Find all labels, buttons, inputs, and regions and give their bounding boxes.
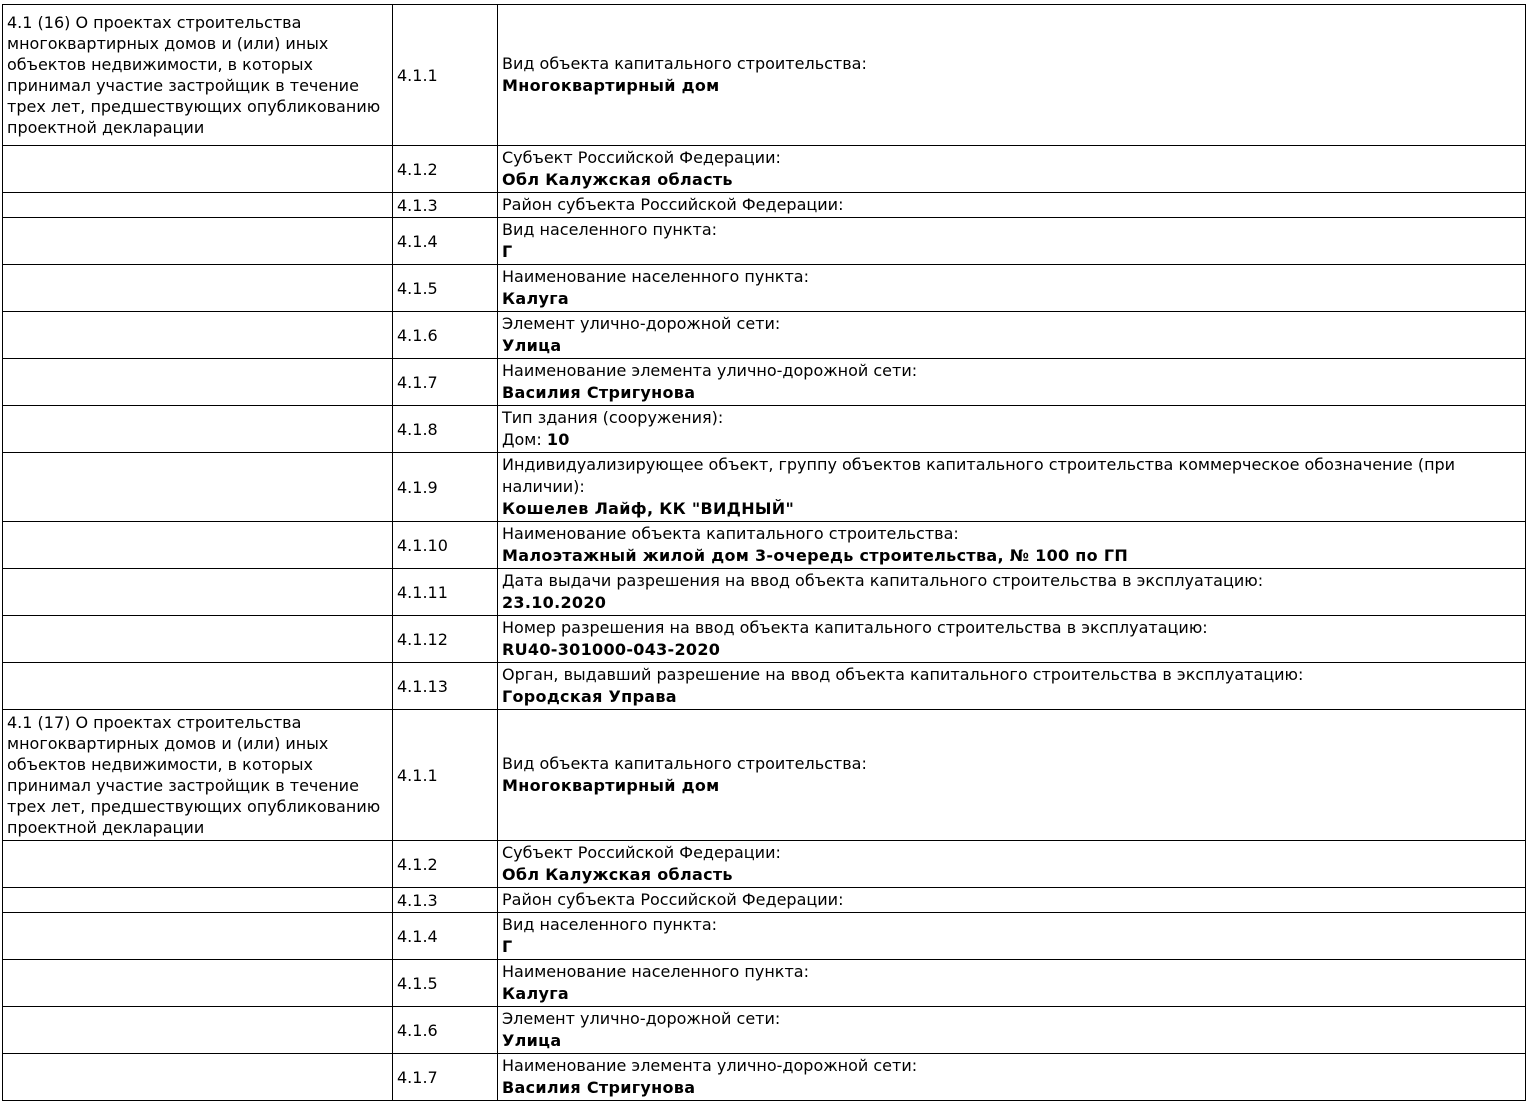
table-row bbox=[3, 841, 1526, 888]
field-label: Наименование элемента улично-дорожной сети: bbox=[502, 1056, 918, 1075]
table-row bbox=[3, 218, 1526, 265]
field-label: Наименование населенного пункта: bbox=[502, 962, 809, 981]
section-description-empty bbox=[3, 616, 393, 663]
field-label: Район субъекта Российской Федерации: bbox=[502, 195, 844, 214]
field-label: Район субъекта Российской Федерации: bbox=[502, 890, 844, 909]
section-description-empty bbox=[3, 193, 393, 218]
field-label: Субъект Российской Федерации: bbox=[502, 843, 781, 862]
row-content bbox=[498, 569, 1526, 616]
section-description-empty bbox=[3, 569, 393, 616]
row-content bbox=[498, 913, 1526, 960]
field-value bbox=[502, 639, 1521, 661]
field-value-prefix: Дом: bbox=[502, 430, 547, 449]
row-content bbox=[498, 710, 1526, 841]
field-label: Дата выдачи разрешения на ввод объекта капитального строительства в эксплуатацию: bbox=[502, 571, 1264, 590]
field-label: Элемент улично-дорожной сети: bbox=[502, 314, 781, 333]
section-description: 4.1 (16) О проектах строительства многоквартирных домов и (или) иных объектов недвижимости, в которых принимал участие застройщик в течение трех лет, предшествующих опубликованию проектной декларации bbox=[3, 5, 393, 146]
table-row bbox=[3, 146, 1526, 193]
field-label: Вид населенного пункта: bbox=[502, 220, 718, 239]
field-label: Вид объекта капитального строительства: bbox=[502, 54, 867, 73]
field-value bbox=[502, 382, 1521, 404]
table-row bbox=[3, 453, 1526, 522]
field-value bbox=[502, 592, 1521, 614]
field-value-text: Обл Калужская область bbox=[502, 170, 733, 189]
row-code: 4.1.11 bbox=[393, 569, 498, 616]
table-row bbox=[3, 913, 1526, 960]
section-description: 4.1 (17) О проектах строительства многоквартирных домов и (или) иных объектов недвижимости, в которых принимал участие застройщик в течение трех лет, предшествующих опубликованию проектной декларации bbox=[3, 710, 393, 841]
field-value-text: RU40-301000-043-2020 bbox=[502, 640, 721, 659]
row-content bbox=[498, 522, 1526, 569]
row-code: 4.1.2 bbox=[393, 841, 498, 888]
table-row bbox=[3, 359, 1526, 406]
row-content bbox=[498, 265, 1526, 312]
field-value bbox=[502, 545, 1521, 567]
row-code: 4.1.3 bbox=[393, 888, 498, 913]
section-description-empty bbox=[3, 913, 393, 960]
row-code: 4.1.6 bbox=[393, 1007, 498, 1054]
section-description-empty bbox=[3, 663, 393, 710]
row-code: 4.1.1 bbox=[393, 710, 498, 841]
section-description-empty bbox=[3, 312, 393, 359]
row-content bbox=[498, 193, 1526, 218]
row-code: 4.1.8 bbox=[393, 406, 498, 453]
field-value bbox=[502, 936, 1521, 958]
field-value-text: Василия Стригунова bbox=[502, 383, 696, 402]
table-row bbox=[3, 710, 1526, 841]
row-code: 4.1.1 bbox=[393, 5, 498, 146]
field-value bbox=[502, 75, 1521, 97]
table-row bbox=[3, 312, 1526, 359]
row-code: 4.1.2 bbox=[393, 146, 498, 193]
field-value bbox=[502, 1077, 1521, 1099]
row-code: 4.1.4 bbox=[393, 218, 498, 265]
section-description-empty bbox=[3, 406, 393, 453]
field-value-text: Многоквартирный дом bbox=[502, 76, 720, 95]
section-description-empty bbox=[3, 841, 393, 888]
field-label: Наименование объекта капитального строительства: bbox=[502, 524, 959, 543]
table-row bbox=[3, 569, 1526, 616]
field-value bbox=[502, 775, 1521, 797]
section-description-empty bbox=[3, 888, 393, 913]
field-label: Тип здания (сооружения): bbox=[502, 408, 724, 427]
field-label: Наименование населенного пункта: bbox=[502, 267, 809, 286]
field-label: Орган, выдавший разрешение на ввод объекта капитального строительства в эксплуатацию: bbox=[502, 665, 1304, 684]
table-row bbox=[3, 5, 1526, 146]
table-row bbox=[3, 888, 1526, 913]
row-content bbox=[498, 960, 1526, 1007]
project-declaration-table bbox=[2, 4, 1526, 1101]
field-value-text: Обл Калужская область bbox=[502, 865, 733, 884]
row-content bbox=[498, 888, 1526, 913]
table-row bbox=[3, 265, 1526, 312]
row-code: 4.1.4 bbox=[393, 913, 498, 960]
field-label: Номер разрешения на ввод объекта капитального строительства в эксплуатацию: bbox=[502, 618, 1208, 637]
field-label: Субъект Российской Федерации: bbox=[502, 148, 781, 167]
table-row bbox=[3, 406, 1526, 453]
row-code: 4.1.3 bbox=[393, 193, 498, 218]
section-description-empty bbox=[3, 1054, 393, 1101]
row-content bbox=[498, 841, 1526, 888]
section-description-empty bbox=[3, 960, 393, 1007]
field-value bbox=[502, 983, 1521, 1005]
row-content bbox=[498, 453, 1526, 522]
row-content bbox=[498, 218, 1526, 265]
field-value-text: Городская Управа bbox=[502, 687, 677, 706]
field-value-text: Многоквартирный дом bbox=[502, 776, 720, 795]
row-code: 4.1.5 bbox=[393, 960, 498, 1007]
table-row bbox=[3, 616, 1526, 663]
field-label: Вид населенного пункта: bbox=[502, 915, 718, 934]
row-code: 4.1.12 bbox=[393, 616, 498, 663]
row-content bbox=[498, 1054, 1526, 1101]
section-description-empty bbox=[3, 453, 393, 522]
row-code: 4.1.9 bbox=[393, 453, 498, 522]
row-code: 4.1.5 bbox=[393, 265, 498, 312]
field-value-text: Улица bbox=[502, 1031, 562, 1050]
section-description-empty bbox=[3, 522, 393, 569]
table-row bbox=[3, 193, 1526, 218]
field-value-text: Улица bbox=[502, 336, 562, 355]
field-value-text: Г bbox=[502, 937, 513, 956]
field-value-text: Василия Стригунова bbox=[502, 1078, 696, 1097]
row-content bbox=[498, 359, 1526, 406]
row-code: 4.1.7 bbox=[393, 1054, 498, 1101]
table-row bbox=[3, 522, 1526, 569]
row-content bbox=[498, 406, 1526, 453]
field-value bbox=[502, 1030, 1521, 1052]
row-code: 4.1.6 bbox=[393, 312, 498, 359]
field-value-text: Кошелев Лайф, КК "ВИДНЫЙ" bbox=[502, 499, 795, 518]
field-value bbox=[502, 335, 1521, 357]
field-value-text: Г bbox=[502, 242, 513, 261]
row-content bbox=[498, 5, 1526, 146]
field-value-text: Калуга bbox=[502, 289, 569, 308]
field-value-text: 10 bbox=[546, 430, 570, 449]
field-value bbox=[502, 288, 1521, 310]
field-value bbox=[502, 169, 1521, 191]
field-label: Вид объекта капитального строительства: bbox=[502, 754, 867, 773]
table-row bbox=[3, 1007, 1526, 1054]
field-label: Индивидуализирующее объект, группу объектов капитального строительства коммерческое обозначение (при наличии): bbox=[502, 455, 1456, 496]
field-value bbox=[502, 864, 1521, 886]
row-code: 4.1.13 bbox=[393, 663, 498, 710]
row-content bbox=[498, 616, 1526, 663]
field-value-text: Калуга bbox=[502, 984, 569, 1003]
section-description-empty bbox=[3, 265, 393, 312]
row-content bbox=[498, 663, 1526, 710]
field-value bbox=[502, 429, 1521, 451]
row-code: 4.1.10 bbox=[393, 522, 498, 569]
section-description-empty bbox=[3, 1007, 393, 1054]
field-label: Наименование элемента улично-дорожной сети: bbox=[502, 361, 918, 380]
table-row bbox=[3, 1054, 1526, 1101]
field-value-text: 23.10.2020 bbox=[502, 593, 607, 612]
field-value bbox=[502, 498, 1521, 520]
section-description-empty bbox=[3, 146, 393, 193]
row-code: 4.1.7 bbox=[393, 359, 498, 406]
field-value-text: Малоэтажный жилой дом 3-очередь строительства, № 100 по ГП bbox=[502, 546, 1129, 565]
field-value bbox=[502, 241, 1521, 263]
table-row bbox=[3, 960, 1526, 1007]
row-content bbox=[498, 312, 1526, 359]
section-description-empty bbox=[3, 218, 393, 265]
section-description-empty bbox=[3, 359, 393, 406]
field-label: Элемент улично-дорожной сети: bbox=[502, 1009, 781, 1028]
field-value bbox=[502, 686, 1521, 708]
row-content bbox=[498, 146, 1526, 193]
table-row bbox=[3, 663, 1526, 710]
row-content bbox=[498, 1007, 1526, 1054]
